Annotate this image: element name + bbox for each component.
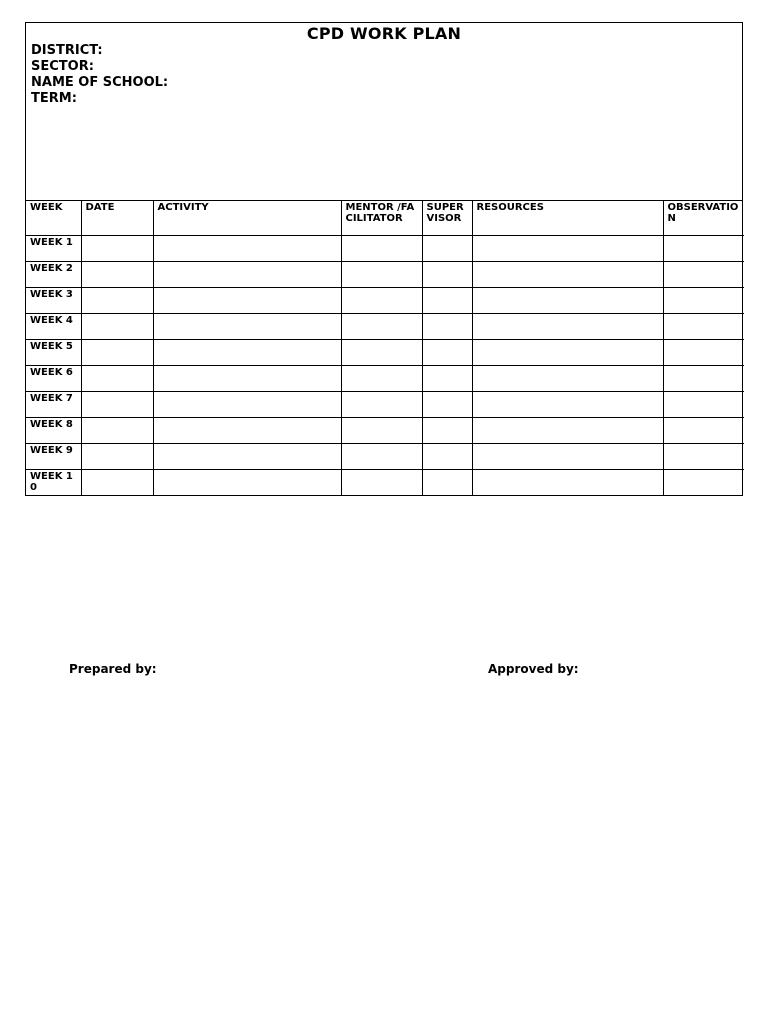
- date-cell[interactable]: [81, 262, 153, 288]
- table-row: [26, 444, 744, 470]
- activity-cell[interactable]: [153, 366, 341, 392]
- activity-cell[interactable]: [153, 418, 341, 444]
- col-header-activity: ACTIVITY: [153, 201, 341, 236]
- activity-cell[interactable]: [153, 262, 341, 288]
- week-label: WEEK 2: [26, 262, 81, 288]
- supervisor-cell[interactable]: [422, 314, 472, 340]
- supervisor-cell[interactable]: [422, 340, 472, 366]
- supervisor-cell[interactable]: [422, 236, 472, 262]
- resources-cell[interactable]: [472, 288, 663, 314]
- activity-cell[interactable]: [153, 340, 341, 366]
- resources-cell[interactable]: [472, 470, 663, 496]
- resources-cell[interactable]: [472, 366, 663, 392]
- date-cell[interactable]: [81, 418, 153, 444]
- work-plan-table: [26, 201, 744, 495]
- observation-cell[interactable]: [663, 418, 744, 444]
- resources-cell[interactable]: [472, 444, 663, 470]
- table-row: [26, 366, 744, 392]
- table-row: [26, 470, 744, 496]
- date-cell[interactable]: [81, 444, 153, 470]
- supervisor-cell[interactable]: [422, 470, 472, 496]
- table-row: [26, 262, 744, 288]
- col-header-week: WEEK: [26, 201, 81, 236]
- date-cell[interactable]: [81, 236, 153, 262]
- table-row: [26, 340, 744, 366]
- week-label: WEEK 1: [26, 236, 81, 262]
- mentor-cell[interactable]: [341, 314, 422, 340]
- date-cell[interactable]: [81, 314, 153, 340]
- observation-cell[interactable]: [663, 288, 744, 314]
- observation-cell[interactable]: [663, 392, 744, 418]
- resources-cell[interactable]: [472, 314, 663, 340]
- supervisor-cell[interactable]: [422, 262, 472, 288]
- activity-cell[interactable]: [153, 314, 341, 340]
- col-header-observation: OBSERVATION: [663, 201, 744, 236]
- col-header-mentor: MENTOR /FACILITATOR: [341, 201, 422, 236]
- mentor-cell[interactable]: [341, 392, 422, 418]
- activity-cell[interactable]: [153, 236, 341, 262]
- resources-cell[interactable]: [472, 340, 663, 366]
- table-row: [26, 418, 744, 444]
- week-label: WEEK 3: [26, 288, 81, 314]
- prepared-by-label: Prepared by:: [69, 662, 157, 676]
- district-label: DISTRICT:: [31, 43, 103, 58]
- table-row: [26, 288, 744, 314]
- observation-cell[interactable]: [663, 236, 744, 262]
- table-row: [26, 392, 744, 418]
- supervisor-cell[interactable]: [422, 366, 472, 392]
- activity-cell[interactable]: [153, 444, 341, 470]
- supervisor-cell[interactable]: [422, 418, 472, 444]
- date-cell[interactable]: [81, 288, 153, 314]
- date-cell[interactable]: [81, 366, 153, 392]
- table-row: [26, 314, 744, 340]
- form-fields: [31, 43, 168, 107]
- mentor-cell[interactable]: [341, 262, 422, 288]
- col-header-supervisor: SUPER VISOR: [422, 201, 472, 236]
- supervisor-cell[interactable]: [422, 444, 472, 470]
- table-row: [26, 236, 744, 262]
- resources-cell[interactable]: [472, 262, 663, 288]
- table-header-row: [26, 201, 744, 236]
- supervisor-cell[interactable]: [422, 392, 472, 418]
- date-cell[interactable]: [81, 392, 153, 418]
- page-title: CPD WORK PLAN: [306, 24, 462, 43]
- mentor-cell[interactable]: [341, 340, 422, 366]
- observation-cell[interactable]: [663, 340, 744, 366]
- observation-cell[interactable]: [663, 470, 744, 496]
- mentor-cell[interactable]: [341, 288, 422, 314]
- mentor-cell[interactable]: [341, 418, 422, 444]
- observation-cell[interactable]: [663, 366, 744, 392]
- date-cell[interactable]: [81, 470, 153, 496]
- mentor-cell[interactable]: [341, 366, 422, 392]
- resources-cell[interactable]: [472, 392, 663, 418]
- resources-cell[interactable]: [472, 236, 663, 262]
- school-name-label: NAME OF SCHOOL:: [31, 75, 169, 90]
- week-label: WEEK 8: [26, 418, 81, 444]
- supervisor-cell[interactable]: [422, 288, 472, 314]
- week-label: WEEK 9: [26, 444, 81, 470]
- sector-label: SECTOR:: [31, 59, 94, 74]
- approved-by-label: Approved by:: [488, 662, 579, 676]
- activity-cell[interactable]: [153, 392, 341, 418]
- term-label: TERM:: [31, 91, 77, 106]
- observation-cell[interactable]: [663, 262, 744, 288]
- date-cell[interactable]: [81, 340, 153, 366]
- mentor-cell[interactable]: [341, 470, 422, 496]
- week-label: WEEK 7: [26, 392, 81, 418]
- week-label: WEEK 6: [26, 366, 81, 392]
- mentor-cell[interactable]: [341, 236, 422, 262]
- mentor-cell[interactable]: [341, 444, 422, 470]
- week-label: WEEK 10: [26, 470, 81, 496]
- form-header: [26, 23, 742, 201]
- col-header-resources: RESOURCES: [472, 201, 663, 236]
- week-label: WEEK 4: [26, 314, 81, 340]
- observation-cell[interactable]: [663, 314, 744, 340]
- activity-cell[interactable]: [153, 470, 341, 496]
- resources-cell[interactable]: [472, 418, 663, 444]
- work-plan-form: [25, 22, 743, 496]
- col-header-date: DATE: [81, 201, 153, 236]
- activity-cell[interactable]: [153, 288, 341, 314]
- week-label: WEEK 5: [26, 340, 81, 366]
- observation-cell[interactable]: [663, 444, 744, 470]
